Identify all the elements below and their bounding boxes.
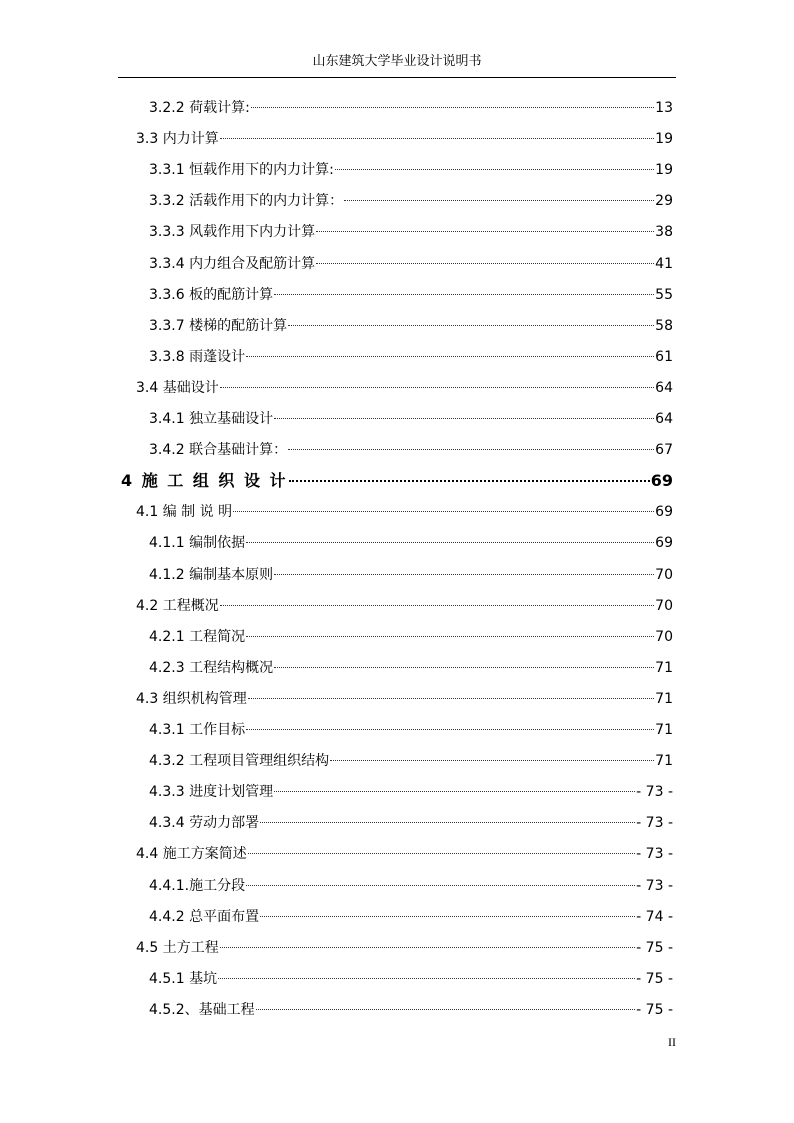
toc-entry-label: 4.2.1 工程简况 (149, 628, 246, 645)
toc-entry-label: 4.1.2 编制基本原则 (149, 566, 274, 583)
toc-dot-leader (248, 853, 635, 854)
toc-dot-leader (218, 978, 635, 979)
toc-entry-label: 4.5.2、基础工程 (149, 1001, 255, 1018)
toc-entry-page: - 73 - (636, 815, 673, 832)
toc-entry-label: 4.4 施工方案简述 (136, 846, 247, 863)
toc-dot-leader (260, 822, 635, 823)
toc-entry-label: 4.1 编 制 说 明 (136, 504, 233, 521)
page-number: II (668, 1035, 676, 1049)
toc-entry[interactable] (136, 500, 673, 524)
toc-dot-leader (344, 200, 654, 201)
toc-entry[interactable] (149, 220, 673, 244)
toc-entry-page: 55 (655, 286, 673, 303)
toc-entry[interactable] (149, 656, 673, 680)
toc-entry-page: 58 (655, 317, 673, 334)
toc-entry-page: - 75 - (636, 939, 673, 956)
toc-entry[interactable] (136, 687, 673, 711)
toc-entry-page: 61 (655, 348, 673, 365)
toc-entry-page: 41 (655, 255, 673, 272)
toc-entry-page: 29 (655, 193, 673, 210)
toc-entry-label: 3.3.6 板的配筋计算 (149, 286, 274, 303)
toc-dot-leader (246, 729, 654, 730)
toc-entry-page: 69 (655, 535, 673, 552)
toc-entry-page: 19 (655, 162, 673, 179)
toc-dot-leader (330, 760, 654, 761)
toc-entry-label: 3.3.8 雨蓬设计 (149, 348, 246, 365)
toc-entry-page: - 75 - (636, 1001, 673, 1018)
toc-entry-label: 3.4 基础设计 (136, 379, 219, 396)
toc-entry[interactable] (136, 127, 673, 151)
toc-entry[interactable] (149, 407, 673, 431)
toc-entry-label: 4.3 组织机构管理 (136, 690, 247, 707)
toc-dot-leader (246, 885, 635, 886)
toc-entry[interactable] (136, 842, 673, 866)
toc-entry[interactable] (136, 594, 673, 618)
toc-entry[interactable] (149, 96, 673, 120)
toc-entry-page: 19 (655, 131, 673, 148)
toc-entry-label: 3.3 内力计算 (136, 131, 219, 148)
toc-entry-page: 69 (655, 504, 673, 521)
toc-entry[interactable] (149, 625, 673, 649)
toc-entry-label: 3.4.1 独立基础设计 (149, 411, 274, 427)
toc-dot-leader (220, 387, 654, 388)
toc-entry[interactable] (149, 189, 673, 213)
toc-dot-leader (260, 916, 635, 917)
toc-dot-leader (233, 511, 654, 512)
toc-entry-label: 4 施 工 组 织 设 计 (121, 471, 288, 491)
toc-entry[interactable] (121, 469, 673, 493)
toc-entry[interactable] (149, 252, 673, 276)
toc-entry-page: - 74 - (636, 908, 673, 925)
toc-entry[interactable] (149, 811, 673, 835)
toc-dot-leader (274, 574, 654, 575)
toc-entry-label: 4.3.4 劳动力部署 (149, 815, 260, 832)
toc-entry-page: 38 (655, 224, 673, 241)
toc-entry-page: - 73 - (636, 846, 673, 863)
toc-dot-leader (220, 605, 654, 606)
toc-entry-page: 13 (655, 100, 673, 116)
toc-entry-label: 4.3.1 工作目标 (149, 722, 246, 738)
toc-entry-page: 67 (655, 442, 673, 459)
toc-dot-leader (274, 791, 635, 792)
toc-dot-leader (246, 542, 654, 543)
toc-entry[interactable] (149, 780, 673, 804)
toc-dot-leader (246, 356, 654, 357)
toc-entry-label: 4.5.1 基坑 (149, 970, 218, 987)
toc-dot-leader (220, 138, 654, 139)
toc-entry-page: - 75 - (636, 970, 673, 987)
toc-entry[interactable] (149, 998, 673, 1022)
page-header-title: 山东建筑大学毕业设计说明书 (312, 54, 482, 69)
toc-entry-page: 69 (650, 471, 673, 491)
toc-entry[interactable] (149, 905, 673, 929)
toc-dot-leader (246, 636, 654, 637)
toc-dot-leader (274, 418, 654, 419)
toc-dot-leader (248, 698, 654, 699)
toc-entry[interactable] (149, 718, 673, 742)
toc-entry-label: 3.2.2 荷载计算: (149, 100, 250, 116)
toc-entry-label: 4.5 土方工程 (136, 939, 219, 956)
toc-entry-page: - 73 - (636, 877, 673, 894)
toc-entry[interactable] (149, 283, 673, 307)
toc-entry-page: 64 (655, 379, 673, 396)
toc-entry[interactable] (149, 749, 673, 773)
toc-entry[interactable] (149, 563, 673, 587)
toc-dot-leader (274, 294, 654, 295)
toc-entry-label: 4.2 工程概况 (136, 597, 219, 614)
toc-entry-page: 71 (655, 753, 673, 770)
toc-entry[interactable] (149, 531, 673, 555)
toc-entry-label: 4.4.1.施工分段 (149, 877, 246, 894)
toc-dot-leader (316, 231, 654, 232)
toc-entry[interactable] (149, 345, 673, 369)
toc-entry[interactable] (149, 314, 673, 338)
toc-entry-label: 3.3.7 楼梯的配筋计算 (149, 317, 288, 334)
toc-entry[interactable] (149, 438, 673, 462)
toc-entry-page: 70 (655, 566, 673, 583)
toc-entry-label: 4.4.2 总平面布置 (149, 908, 260, 925)
toc-entry-page: 70 (655, 597, 673, 614)
toc-entry-page: 71 (655, 722, 673, 738)
toc-dot-leader (316, 263, 654, 264)
toc-entry[interactable] (149, 158, 673, 182)
toc-dot-leader (274, 667, 654, 668)
toc-dot-leader (335, 169, 654, 170)
toc-entry-page: 64 (655, 411, 673, 427)
toc-entry-label: 3.3.3 风载作用下内力计算 (149, 224, 316, 241)
toc-entry-label: 3.3.4 内力组合及配筋计算 (149, 255, 316, 272)
toc-entry-page: - 73 - (636, 784, 673, 801)
toc-entry-page: 71 (655, 690, 673, 707)
toc-entry-page: 70 (655, 628, 673, 645)
toc-dot-leader (251, 107, 654, 108)
toc-entry-label: 4.1.1 编制依据 (149, 535, 246, 552)
toc-dot-leader (289, 480, 650, 482)
toc-entry[interactable] (149, 967, 673, 991)
toc-dot-leader (256, 1009, 636, 1010)
toc-entry[interactable] (136, 936, 673, 960)
toc-entry-label: 4.3.2 工程项目管理组织结构 (149, 753, 330, 770)
toc-entry[interactable] (149, 874, 673, 898)
toc-dot-leader (220, 947, 635, 948)
toc-entry-label: 4.2.3 工程结构概况 (149, 659, 274, 676)
toc-dot-leader (288, 325, 654, 326)
toc-entry-page: 71 (655, 659, 673, 676)
toc-entry-label: 3.3.2 活载作用下的内力计算： (149, 193, 344, 210)
toc-dot-leader (288, 449, 654, 450)
toc-entry-label: 3.4.2 联合基础计算： (149, 442, 288, 459)
toc-entry-label: 3.3.1 恒载作用下的内力计算: (149, 162, 334, 179)
toc-entry[interactable] (136, 376, 673, 400)
toc-entry-label: 4.3.3 进度计划管理 (149, 784, 274, 801)
